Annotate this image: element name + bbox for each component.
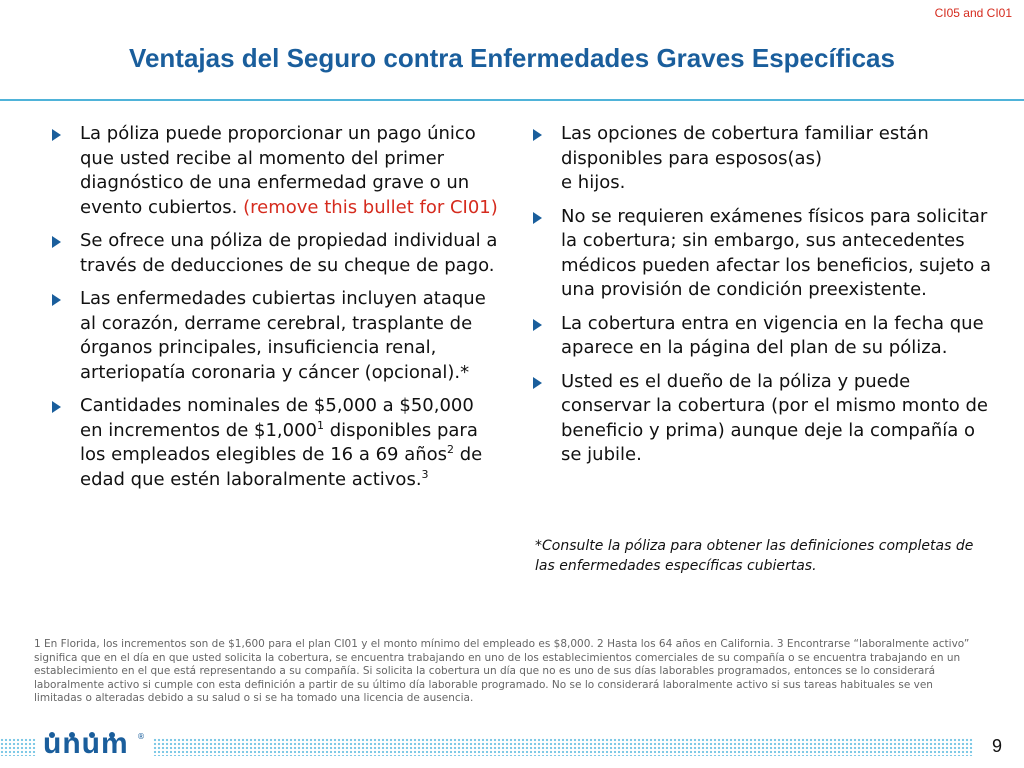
bullet-text: No se requieren exámenes físicos para solicitar la cobertura; sin embargo, sus antecedentes médicos pueden afectar los beneficios, sujeto a una provisión de condición preexistente. bbox=[561, 205, 991, 300]
bullet-item bbox=[52, 287, 500, 385]
page-title: Ventajas del Seguro contra Enfermedades Graves Específicas bbox=[129, 43, 895, 73]
bullet-arrow-icon bbox=[533, 212, 542, 224]
bullet-item bbox=[52, 229, 500, 278]
logo-wordmark: unum bbox=[43, 727, 129, 760]
bullet-text: Las enfermedades cubiertas incluyen ataque al corazón, derrame cerebral, trasplante de órganos principales, insuficiencia renal, arteriopatía coronaria y cáncer (opcional).* bbox=[80, 288, 486, 383]
bullet-arrow-icon bbox=[533, 377, 542, 389]
bullet-item bbox=[52, 122, 500, 220]
registered-mark: ® bbox=[137, 732, 145, 741]
bullet-text: Cantidades nominales de $5,000 a $50,000 en incrementos de $1,000 bbox=[80, 395, 474, 441]
unum-logo bbox=[43, 723, 143, 759]
bullet-editor-note: (remove this bullet for CI01) bbox=[243, 196, 498, 218]
bullet-text: disponibles para los empleados elegibles de 16 a 69 años bbox=[80, 419, 478, 465]
bullet-text: e hijos. bbox=[561, 172, 626, 193]
definitions-note: *Consulte la póliza para obtener las definiciones completas de las enfermedades específicas cubiertas. bbox=[535, 538, 974, 574]
bullet-text: La póliza puede proporcionar un pago único que usted recibe al momento del primer diagnóstico de una enfermedad grave o un evento cubiertos. bbox=[80, 123, 476, 218]
footnote-ref: 3 bbox=[421, 467, 429, 481]
bullet-text: Las opciones de cobertura familiar están disponibles para esposos(as) bbox=[561, 123, 929, 169]
page-number: 9 bbox=[991, 736, 1002, 756]
bullet-arrow-icon bbox=[533, 319, 542, 331]
bullet-item bbox=[52, 394, 500, 492]
right-column bbox=[533, 122, 993, 477]
legal-footnotes: 1 En Florida, los incrementos son de $1,600 para el plan CI01 y el monto mínimo del empleado es $8,000. 2 Hasta los 64 años en California. 3 Encontrarse “laboralmente activo” significa que en el día en que usted solicita la cobertura, se encuentra trabajando en uno de los establecimientos comerciales de su compañía o se encuentra trabajando en un establecimiento en el que está representando a su compañía. Si solicita la cobertura un día que no es uno de sus días laborables programados, entonces se lo considerará laboralmente activo si cumple con esta definición a partir de su último día laborable programado. No se lo considerará laboralmente activo si sus tareas habituales se ven limitadas o alteradas debido a su salud o si se ha tomado una licencia de ausencia. bbox=[34, 638, 970, 704]
bullet-text: La cobertura entra en vigencia en la fecha que aparece en la página del plan de su póliza. bbox=[561, 312, 984, 358]
title-divider bbox=[0, 99, 1024, 101]
bullet-text: de edad que estén laboralmente activos. bbox=[80, 444, 483, 490]
bullet-arrow-icon bbox=[533, 129, 542, 141]
bullet-arrow-icon bbox=[52, 236, 61, 248]
bullet-text: Se ofrece una póliza de propiedad individual a través de deducciones de su cheque de pago. bbox=[80, 230, 498, 276]
bullet-arrow-icon bbox=[52, 129, 61, 141]
bullet-item bbox=[533, 312, 993, 361]
bullet-arrow-icon bbox=[52, 294, 61, 306]
bullet-item bbox=[533, 205, 993, 303]
left-column bbox=[52, 122, 500, 501]
footer-dot-bar bbox=[0, 738, 36, 756]
footer-dot-bar bbox=[153, 738, 973, 756]
bullet-item bbox=[533, 370, 993, 468]
footnote-ref: 1 bbox=[316, 418, 324, 432]
bullet-arrow-icon bbox=[52, 401, 61, 413]
corner-tag: CI05 and CI01 bbox=[934, 6, 1012, 20]
bullet-text: Usted es el dueño de la póliza y puede conservar la cobertura (por el mismo monto de beneficio y prima) aunque deje la compañía o se jubile. bbox=[561, 370, 988, 465]
footnote-ref: 2 bbox=[447, 443, 455, 456]
bullet-item bbox=[533, 122, 993, 196]
